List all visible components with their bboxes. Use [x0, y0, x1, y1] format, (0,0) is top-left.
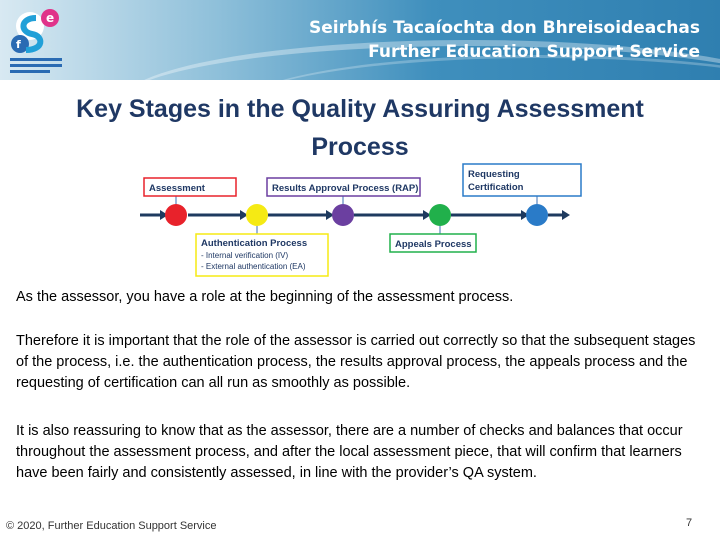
stage-circle-appeals	[429, 204, 451, 226]
footer-copyright: © 2020, Further Education Support Service	[6, 520, 217, 532]
authentication-item-ea: - External authentication (EA)	[201, 262, 306, 271]
paragraph-assessor-role: As the assessor, you have a role at the beginning of the assessment process.	[16, 289, 514, 305]
logo-letter-f: f	[16, 38, 21, 51]
stage-circle-authentication	[246, 204, 268, 226]
assessment-label: Assessment	[149, 183, 205, 194]
slide-title: Key Stages in the Quality Assuring Assessment Process	[76, 95, 644, 161]
requesting-label-line1: Requesting	[468, 169, 520, 180]
process-diagram	[136, 158, 588, 280]
timeline-arrow	[140, 210, 570, 220]
logo-letter-e: e	[46, 11, 55, 25]
stage-circle-rap	[332, 204, 354, 226]
authentication-title: Authentication Process	[201, 238, 308, 249]
requesting-label-line2: Certification	[468, 182, 524, 193]
rap-label: Results Approval Process (RAP)	[272, 183, 419, 194]
paragraph-checks-balances: It is also reassuring to know that as the assessor, there are a number of checks and balances that occur throughout the assessment process, and after the local assessment piece, that will confirm that learners have been fairly and consistently assessed, in line with the provider’s QA system.	[16, 423, 683, 481]
stage-circle-assessment	[165, 204, 187, 226]
page-number: 7	[686, 517, 693, 529]
stage-circle-certification	[526, 204, 548, 226]
header-banner	[0, 0, 720, 80]
header-english-name: Further Education Support Service	[368, 42, 700, 62]
fess-logo-icon	[6, 4, 66, 76]
paragraph-importance: Therefore it is important that the role of the assessor is carried out correctly so that the subsequent stages of the process, i.e. the authentication process, the results approval process, the appeals process and the requesting of certification can all run as smoothly as possible.	[16, 333, 696, 391]
authentication-item-iv: - Internal verification (IV)	[201, 251, 289, 260]
header-irish-name: Seirbhís Tacaíochta don Bhreisoideachas	[309, 18, 700, 38]
appeals-label: Appeals Process	[395, 239, 472, 250]
